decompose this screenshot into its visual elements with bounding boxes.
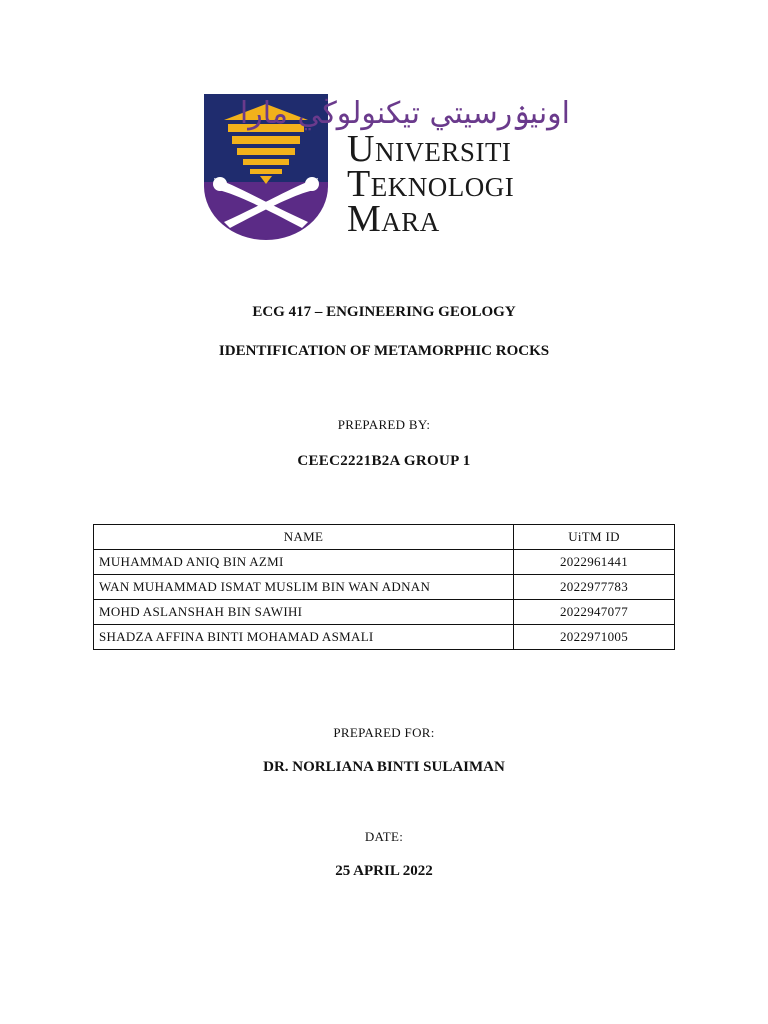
member-name: SHADZA AFFINA BINTI MOHAMAD ASMALI <box>94 625 514 650</box>
prepared-for-label: PREPARED FOR: <box>333 725 435 740</box>
logo-word-universiti: Universiti <box>347 128 512 170</box>
course-title: ECG 417 – ENGINEERING GEOLOGY <box>252 304 516 320</box>
member-id: 2022977783 <box>514 575 675 600</box>
report-title: IDENTIFICATION OF METAMORPHIC ROCKS <box>218 343 550 359</box>
group-name: CEEC2221B2A GROUP 1 <box>297 453 471 469</box>
table-row <box>94 600 675 625</box>
report-date: 25 APRIL 2022 <box>335 863 433 879</box>
logo-word-teknologi: Teknologi <box>347 163 515 205</box>
table-header-row <box>94 525 675 550</box>
member-id: 2022947077 <box>514 600 675 625</box>
table-row <box>94 550 675 575</box>
lecturer-name: DR. NORLIANA BINTI SULAIMAN <box>263 759 505 775</box>
date-label: DATE: <box>364 829 404 844</box>
logo-wordmark <box>347 128 572 240</box>
member-name: MUHAMMAD ANIQ BIN AZMI <box>94 550 514 575</box>
header-name: NAME <box>94 525 514 550</box>
table-row <box>94 625 675 650</box>
header-uitm-id: UiTM ID <box>514 525 675 550</box>
table-row <box>94 575 675 600</box>
logo-jawi-text: اونيۏرسيتي تيكنولوڬي مارا <box>239 96 570 131</box>
members-table <box>93 524 675 650</box>
uitm-logo <box>204 94 570 240</box>
member-id: 2022971005 <box>514 625 675 650</box>
member-name: MOHD ASLANSHAH BIN SAWIHI <box>94 600 514 625</box>
logo-word-mara: Mara <box>347 198 440 240</box>
prepared-by-label: PREPARED BY: <box>337 417 431 432</box>
member-name: WAN MUHAMMAD ISMAT MUSLIM BIN WAN ADNAN <box>94 575 514 600</box>
member-id: 2022961441 <box>514 550 675 575</box>
